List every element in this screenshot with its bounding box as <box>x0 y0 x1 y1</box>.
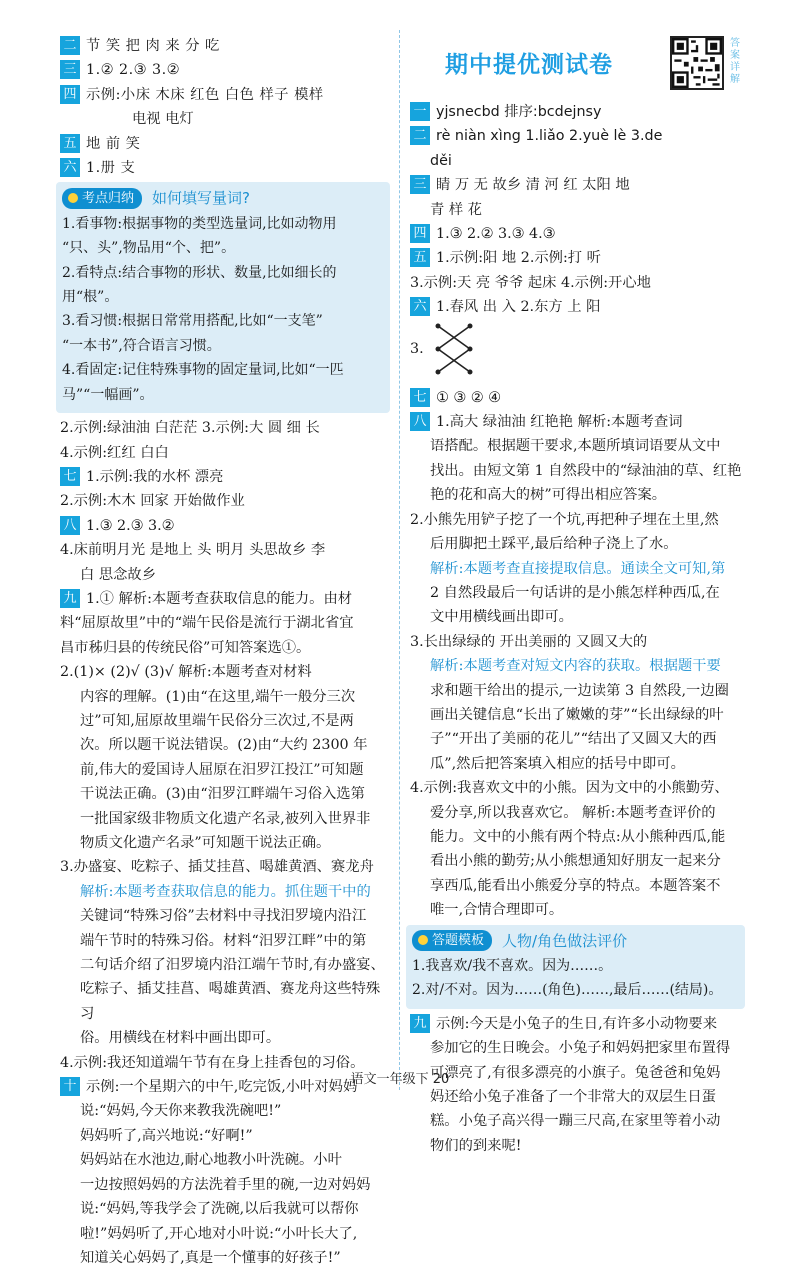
answer-text: rè niàn xìng 1.liǎo 2.yuè lè 3.de <box>436 128 663 145</box>
answer-text: 1.春风 出 入 2.东方 上 阳 <box>436 299 601 316</box>
section-badge: 二 <box>410 126 430 145</box>
section-badge: 四 <box>410 224 430 243</box>
answer-line: 次。所以题干说法错误。(2)由“大约 2300 年 <box>80 737 368 754</box>
section-badge: 三 <box>60 60 80 79</box>
right-section-4 <box>410 222 745 246</box>
answer-line: 4.示例:红红 白白 <box>60 444 169 461</box>
matching-lines-diagram <box>434 320 474 378</box>
tip-box-header <box>62 186 384 210</box>
section-badge: 七 <box>60 467 80 486</box>
essay-line: 说:“妈妈,今天你来教我洗碗吧!” <box>80 1103 282 1120</box>
answer-text: ① ③ ② ④ <box>436 389 501 406</box>
template-box-evaluation <box>406 925 745 1009</box>
answer-line: 3.示例:天 亮 爷爷 起床 4.示例:开心地 <box>410 274 651 291</box>
essay-line: 妈妈听了,高兴地说:“好啊!” <box>80 1127 253 1144</box>
qr-label: 答案详解 <box>730 38 740 85</box>
answer-line: 青 样 花 <box>430 201 482 218</box>
answer-line: 3.办盛宴、吃粽子、插艾挂菖、喝雄黄酒、赛龙舟 <box>60 859 374 876</box>
answer-line: děi <box>430 152 452 169</box>
essay-line: 一边按照妈妈的方法洗着手里的碗,一边对妈妈 <box>80 1176 371 1193</box>
answer-text: 1.册 支 <box>86 160 136 177</box>
answer-line: 昌市秭归县的传统民俗”可知答案选①。 <box>60 639 311 656</box>
answer-line: 唯一,合情合理即可。 <box>430 902 564 919</box>
answer-text: 节 笑 把 肉 来 分 吃 <box>86 38 220 54</box>
essay-line: 物们的到来呢! <box>430 1137 522 1154</box>
template-box-title: 人物/角色做法评价 <box>502 931 628 950</box>
answer-line: 4.床前明月光 是地上 头 明月 头思故乡 李 <box>60 542 326 559</box>
section-badge: 四 <box>60 85 80 104</box>
answer-line: 3.长出绿绿的 开出美丽的 又圆又大的 <box>410 633 648 650</box>
answer-text: yjsnecbd 排序:bcdejnsy <box>436 104 602 120</box>
answer-line: 瓜”,然后把答案填入相应的括号中即可。 <box>430 755 685 772</box>
section-badge: 六 <box>60 158 80 177</box>
left-section-5 <box>60 132 390 156</box>
answer-line: 画出关键信息“长出了嫩嫩的芽”“长出绿绿的叶 <box>430 706 724 723</box>
answer-line: 看出小熊的勤劳;从小熊想通知好朋友一起来分 <box>430 853 721 870</box>
answer-line: 2 自然段最后一句话讲的是小熊怎样种西瓜,在 <box>430 584 720 601</box>
tip-line: 1.看事物:根据事物的类型选量词,比如动物用 <box>62 215 337 232</box>
qr-code-graphic <box>672 38 722 88</box>
left-section-3 <box>60 58 390 82</box>
section-badge: 十 <box>60 1077 80 1096</box>
section-badge: 六 <box>410 297 430 316</box>
answer-line: 艳的花和高大的树”可得出相应答案。 <box>430 487 667 504</box>
tip-line: “一本书”,符合语言习惯。 <box>62 337 221 354</box>
section-badge: 九 <box>410 1014 430 1033</box>
answer-line: 前,伟大的爱国诗人屈原在汨罗江投江”可知题 <box>80 761 364 778</box>
left-section-4 <box>60 83 390 107</box>
answer-line: 4.示例:我还知道端午节有在身上挂香包的习俗。 <box>60 1054 365 1071</box>
answer-text: 1.① 解析:本题考查获取信息的能力。由材 <box>86 590 353 607</box>
template-line: 2.对/不对。因为……(角色)……,最后……(结局)。 <box>412 982 723 999</box>
answer-line: 文中用横线画出即可。 <box>430 609 573 626</box>
section-badge: 七 <box>410 388 430 407</box>
answer-text: 1.② 2.③ 3.② <box>86 62 180 79</box>
answer-line: 找出。由短文第 1 自然段中的“绿油油的草、红艳 <box>430 462 742 479</box>
answer-line: 端午节时的特殊习俗。材料“汨罗江畔”中的第 <box>80 932 367 949</box>
section-badge: 三 <box>410 175 430 194</box>
answer-line: 2.(1)× (2)√ (3)√ 解析:本题考查对材料 <box>60 664 312 681</box>
page-title: 期中提优测试卷 <box>445 52 613 78</box>
essay-line: 可漂亮了,有很多漂亮的小旗子。兔爸爸和兔妈 <box>430 1064 721 1081</box>
answer-line: 关键词“特殊习俗”去材料中寻找汨罗境内沿江 <box>80 908 367 925</box>
tip-line: 3.看习惯:根据日常常用搭配,比如“一支笔” <box>62 313 323 330</box>
answer-line: 后用脚把土踩平,最后给种子浇上了水。 <box>430 536 678 553</box>
answer-line: 物质文化遗产名录”可知题干说法正确。 <box>80 835 331 851</box>
essay-line: 糕。小兔子高兴得一蹦三尺高,在家里等着小动 <box>430 1113 721 1130</box>
answer-line: 料“屈原故里”中的“端午民俗是流行于湖北省宜 <box>60 615 354 632</box>
answer-text: 1.高大 绿油油 红艳艳 解析:本题考查词 <box>436 414 683 431</box>
answer-text: 示例:今天是小兔子的生日,有许多小动物要来 <box>436 1015 717 1032</box>
tip-line: “只、头”,物品用“个、把”。 <box>62 240 236 257</box>
answer-line: 2.示例:绿油油 白茫茫 3.示例:大 圆 细 长 <box>60 420 320 437</box>
answer-line: 过”可知,屈原故里端午民俗分三次过,不是两 <box>80 712 354 729</box>
tip-line: 4.看固定:记住特殊事物的固定量词,比如“一匹 <box>62 362 344 379</box>
tip-tag-label: 考点归纳 <box>82 191 135 207</box>
answer-line: 内容的理解。(1)由“在这里,端午一般分三次 <box>80 688 356 705</box>
answer-text: 1.③ 2.② 3.③ 4.③ <box>436 226 556 243</box>
template-box-header <box>412 929 739 953</box>
answer-line: 电视 电灯 <box>132 111 194 128</box>
essay-line: 啦!”妈妈听了,开心地对小叶说:“小叶长大了, <box>80 1225 358 1242</box>
essay-line: 妈妈站在水池边,耐心地教小叶洗碗。小叶 <box>80 1152 342 1169</box>
analysis-line: 解析:本题考查获取信息的能力。抓住题干中的 <box>80 883 371 900</box>
tip-line: 马”“一幅画”。 <box>62 386 154 403</box>
left-section-7 <box>60 465 390 489</box>
right-section-9 <box>410 1012 745 1036</box>
section-badge: 一 <box>410 102 430 121</box>
analysis-line: 解析:本题考查对短文内容的获取。根据题干要 <box>430 658 721 675</box>
column-divider <box>399 30 400 1090</box>
answer-line: 2.小熊先用铲子挖了一个坑,再把种子埋在土里,然 <box>410 511 719 528</box>
answer-text: 1.③ 2.③ 3.② <box>86 517 175 534</box>
answer-line: 子”“开出了美丽的花儿”“结出了又圆又大的西 <box>430 731 717 748</box>
right-section-6 <box>410 295 745 319</box>
answer-line: 一批国家级非物质文化遗产名录,被列入世界非 <box>80 810 371 827</box>
template-tag-label: 答题模板 <box>432 933 485 949</box>
answer-line: 二句话介绍了汨罗境内沿江端午节时,有办盛宴、 <box>80 957 385 974</box>
left-section-6 <box>60 156 390 180</box>
section-badge: 八 <box>410 412 430 431</box>
right-section-2 <box>410 124 745 148</box>
right-section-8 <box>410 410 745 434</box>
tip-box-title: 如何填写量词? <box>152 189 250 208</box>
right-column <box>410 100 745 1158</box>
answer-text: 示例:小床 木床 红色 白色 样子 模样 <box>86 86 324 103</box>
matching-answer <box>410 320 745 386</box>
qr-code-icon[interactable] <box>670 36 724 90</box>
section-badge: 九 <box>60 589 80 608</box>
answer-line: 求和题干给出的提示,一边读第 3 自然段,一边圈 <box>430 682 729 699</box>
answer-line: 吃粽子、插艾挂菖、喝雄黄酒、赛龙舟这些特殊习 <box>80 981 381 1022</box>
analysis-line: 解析:本题考查直接提取信息。通读全文可知,第 <box>430 560 726 577</box>
answer-text: 睛 万 无 故乡 清 河 红 太阳 地 <box>436 177 630 194</box>
answer-text: 示例:一个星期六的中午,吃完饭,小叶对妈妈 <box>86 1079 358 1096</box>
answer-line: 2.示例:木木 回家 开始做作业 <box>60 493 245 510</box>
right-section-1 <box>410 100 745 124</box>
answer-number: 3. <box>410 340 424 357</box>
left-section-2 <box>60 34 390 58</box>
tip-box-quantifiers <box>56 182 390 413</box>
left-section-8 <box>60 514 390 538</box>
answer-line: 能力。文中的小熊有两个特点:从小熊种西瓜,能 <box>430 828 726 845</box>
section-badge: 八 <box>60 516 80 535</box>
answer-line: 白 思念故乡 <box>80 566 157 583</box>
answer-text: 1.示例:阳 地 2.示例:打 听 <box>436 250 601 267</box>
answer-line: 语搭配。根据题干要求,本题所填词语要从文中 <box>430 438 721 455</box>
template-line: 1.我喜欢/我不喜欢。因为……。 <box>412 958 613 974</box>
answer-text: 地 前 笑 <box>86 135 141 152</box>
answer-line: 干说法正确。(3)由“汨罗江畔端午习俗入选第 <box>80 786 365 803</box>
essay-line: 参加它的生日晚会。小兔子和妈妈把家里布置得 <box>430 1040 731 1057</box>
right-section-5 <box>410 246 745 270</box>
essay-line: 知道关心妈妈了,真是一个懂事的好孩子!” <box>80 1249 341 1266</box>
essay-line: 妈还给小兔子准备了一个非常大的双层生日蛋 <box>430 1089 716 1106</box>
answer-line: 享西瓜,能看出小熊爱分享的特点。本题答案不 <box>430 877 721 894</box>
lightbulb-icon <box>418 935 428 945</box>
answer-line: 爱分享,所以我喜欢它。 解析:本题考查评价的 <box>430 804 716 821</box>
left-section-9 <box>60 587 390 611</box>
page-footer: 语文一年级下 20 <box>350 1072 450 1087</box>
right-section-7 <box>410 386 745 410</box>
template-tag <box>412 930 492 951</box>
section-badge: 五 <box>60 134 80 153</box>
tip-line: 2.看特点:结合事物的形状、数量,比如细长的用“根”。 <box>62 264 337 306</box>
lightbulb-icon <box>68 193 78 203</box>
answer-line: 俗。用横线在材料中画出即可。 <box>80 1030 281 1047</box>
section-badge: 二 <box>60 36 80 55</box>
right-section-3 <box>410 173 745 197</box>
answer-text: 1.示例:我的水杯 漂亮 <box>86 468 224 485</box>
answer-line: 4.示例:我喜欢文中的小熊。因为文中的小熊勤劳、 <box>410 780 729 797</box>
essay-line: 说:“妈妈,等我学会了洗碗,以后我就可以帮你 <box>80 1201 359 1218</box>
section-badge: 五 <box>410 248 430 267</box>
tip-tag <box>62 188 142 209</box>
